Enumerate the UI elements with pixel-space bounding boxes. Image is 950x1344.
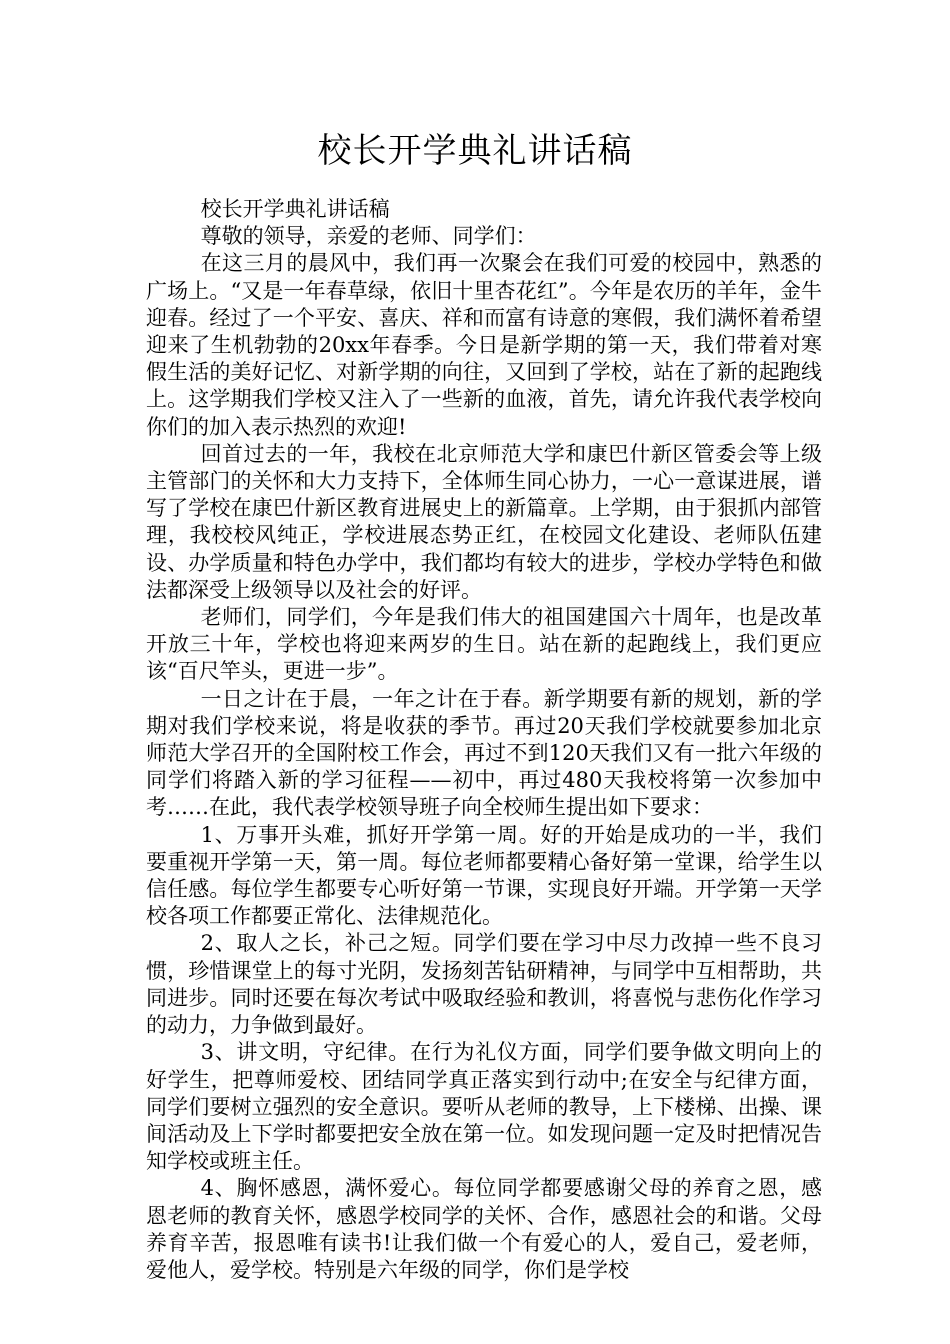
paragraph: 一日之计在于晨，一年之计在于春。新学期要有新的规划，新的学期对我们学校来说，将是收获的季节。再过20天我们学校就要参加北京师范大学召开的全国附校工作会，再过不到120天我们又有一批六年级的同学们将踏入新的学习征程——初中，再过480天我校将第一次参加中考……在此，我代表学校领导班子向全校师生提出如下要求： — [146, 686, 822, 820]
document-body — [146, 196, 822, 1284]
paragraph-item-4: 4、胸怀感恩，满怀爱心。每位同学都要感谢父母的养育之恩，感恩老师的教育关怀，感恩学校同学的关怀、合作，感恩社会的和谐。父母养育辛苦，报恩唯有读书!让我们做一个有爱心的人，爱自己，爱老师，爱他人，爱学校。特别是六年级的同学，你们是学校 — [146, 1176, 822, 1282]
paragraph-item-3: 3、讲文明，守纪律。在行为礼仪方面，同学们要争做文明向上的好学生，把尊师爱校、团结同学真正落实到行动中;在安全与纪律方面，同学们要树立强烈的安全意识。要听从老师的教导，上下楼梯、出操、课间活动及上下学时都要把安全放在第一位。如发现问题一定及时把情况告知学校或班主任。 — [146, 1040, 822, 1174]
paragraph-item-1: 1、万事开头难，抓好开学第一周。好的开始是成功的一半，我们要重视开学第一天，第一周。每位老师都要精心备好第一堂课，给学生以信任感。每位学生都要专心听好第一节课，实现良好开端。开学第一天学校各项工作都要正常化、法律规范化。 — [146, 822, 822, 929]
paragraph: 老师们，同学们，今年是我们伟大的祖国建国六十周年，也是改革开放三十年，学校也将迎来两岁的生日。站在新的起跑线上，我们更应该“百尺竿头，更进一步”。 — [146, 605, 822, 684]
paragraph-salutation: 尊敬的领导，亲爱的老师、同学们： — [200, 224, 537, 249]
page-title: 校长开学典礼讲话稿 — [317, 131, 633, 171]
paragraph: 回首过去的一年，我校在北京师范大学和康巴什新区管委会等上级主管部门的关怀和大力支持下，全体师生同心协力，一心一意谋进展，谱写了学校在康巴什新区教育进展史上的新篇章。上学期，由于狠抓内部管理，我校校风纯正，学校进展态势正红，在校园文化建设、老师队伍建设、办学质量和特色办学中，我们都均有较大的进步，学校办学特色和做法都深受上级领导以及社会的好评。 — [146, 441, 822, 602]
paragraph-heading: 校长开学典礼讲话稿 — [200, 197, 390, 221]
paragraph-item-2: 2、取人之长，补己之短。同学们要在学习中尽力改掉一些不良习惯，珍惜课堂上的每寸光阴，发扬刻苦钻研精神，与同学中互相帮助，共同进步。同时还要在每次考试中吸取经验和教训，将喜悦与悲伤化作学习的动力，力争做到最好。 — [146, 931, 822, 1038]
paragraph: 在这三月的晨风中，我们再一次聚会在我们可爱的校园中，熟悉的广场上。“又是一年春草绿，依旧十里杏花红”。今年是农历的羊年，金牛迎春。经过了一个平安、喜庆、祥和而富有诗意的寒假，我们满怀着希望迎来了生机勃勃的20xx年春季。今日是新学期的第一天，我们带着对寒假生活的美好记忆、对新学期的向往，又回到了学校，站在了新的起跑线上。这学期我们学校又注入了一些新的血液，首先，请允许我代表学校向你们的加入表示热烈的欢迎! — [146, 251, 822, 439]
